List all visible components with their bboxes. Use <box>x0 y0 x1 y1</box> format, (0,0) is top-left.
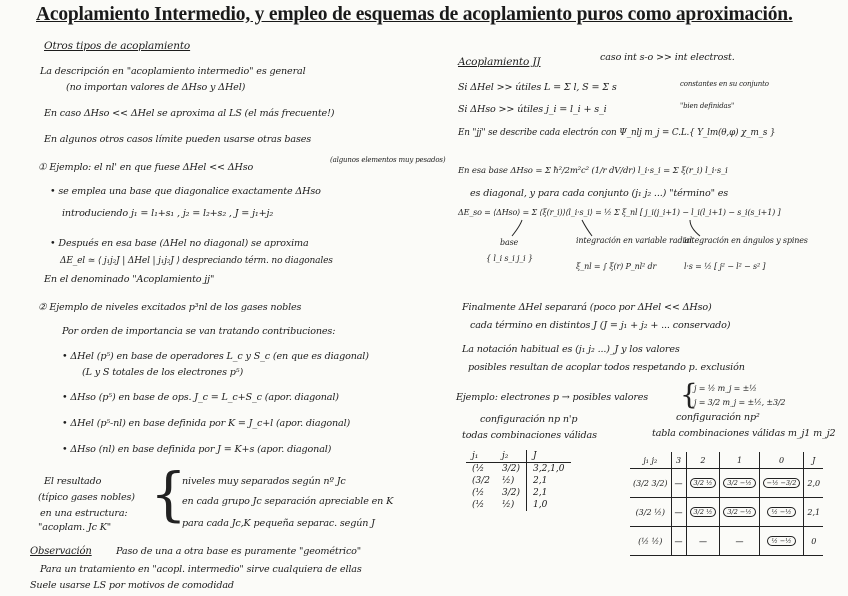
grid-header-cell: J <box>804 452 823 469</box>
grid-cell-value: 3/2 ½ <box>690 507 717 517</box>
table-cell: 2,1 <box>533 476 548 486</box>
right-l3: En "jj" se describe cada electrón con Ψ_nlj m_j = C.L.{ Y_lm(θ,φ) χ_m_s } <box>458 128 776 138</box>
example-brace: { <box>680 378 698 411</box>
table-cell: (½ <box>472 488 485 498</box>
grid-cell: — <box>720 527 759 556</box>
result-c: en una estructura: <box>40 508 128 519</box>
jj-header-J: J <box>527 450 571 463</box>
grid-cell: — <box>671 527 686 556</box>
right-f4: posibles resultan de acoplar todos respetando p. exclusión <box>468 362 745 373</box>
ex2-line-a: ② Ejemplo de niveles excitados p³nl de los gases nobles <box>38 302 302 313</box>
left-heading: Otros tipos de acoplamiento <box>44 40 191 52</box>
right-f3: La notación habitual es (j₁ j₂ ...)_J y los valores <box>462 344 680 355</box>
right-f2: cada término en distintos J (J = j₁ + j₂ + ... conservado) <box>470 320 731 331</box>
example-j2: j = 3/2 m_j = ±½, ±3/2 <box>694 398 786 407</box>
right-l1-note: constantes en su conjunto <box>680 80 769 88</box>
ex2-line-e: • ΔHel (p⁵-nl) en base definida por K = J_c+l (apor. diagonal) <box>62 418 351 429</box>
grid-header-cell: j₁ j₂ <box>630 452 671 469</box>
right-l2: Si ΔHso >> útiles j_i = l_i + s_i <box>458 104 607 115</box>
ex1-line-d: • Después en esa base (ΔHel no diagonal) se aproxima <box>50 238 309 249</box>
grid-cell-value: 3/2 −½ <box>723 507 755 517</box>
ex2-line-c: • ΔHel (p⁵) en base de operadores L_c y S_c (en que es diagonal) <box>62 351 369 362</box>
grid-cell: (3/2 ½) <box>630 498 671 527</box>
config-1b: todas combinaciones válidas <box>462 430 597 441</box>
int-radial-formula: ξ_nl = ∫ ξ(r) P_nl² dr <box>576 262 657 271</box>
table-cell: ½) <box>496 475 527 487</box>
int-angular-formula: l·s = ½ [ j² − l² − s² ] <box>684 262 766 271</box>
result-brace: { <box>150 460 187 528</box>
int-angular: integración en ángulos y spines <box>684 236 808 245</box>
grid-cell-value: 3/2 ½ <box>690 478 717 488</box>
table-cell: 2,1 <box>533 488 548 498</box>
example-line: Ejemplo: electrones p → posibles valores <box>456 392 649 403</box>
observation-c: Suele usarse LS por motivos de comodidad <box>30 580 234 591</box>
arrow-base <box>512 220 522 236</box>
right-l2-note: "bien definidas" <box>680 102 735 110</box>
result-3: para cada Jc,K pequeña separac. según J <box>182 518 375 529</box>
table-cell: 1,0 <box>533 500 548 510</box>
right-l4: En esa base ΔHso = Σ ħ²/2m²c² (1/r dV/dr) l_i·s_i = Σ ξ(r_i) l_i·s_i <box>458 166 728 176</box>
grid-cell: (½ ½) <box>630 527 671 556</box>
right-heading: Acoplamiento JJ <box>458 56 541 68</box>
table-cell: (½ <box>472 464 485 474</box>
table-cell: ½) <box>496 499 527 511</box>
right-l5: es diagonal, y para cada conjunto (j₁ j₂ ...) "término" es <box>470 188 729 199</box>
grid-cell-value: 3/2 −½ <box>723 478 755 488</box>
left-p2: En caso ΔHso << ΔHel se aproxima al LS (el más frecuente!) <box>44 108 335 119</box>
example-j1: j = ½ m_j = ±½ <box>694 384 757 393</box>
ex2-line-b: Por orden de importancia se van tratando contribuciones: <box>62 326 336 337</box>
right-f1: Finalmente ΔHel separará (poco por ΔHel << ΔHso) <box>462 302 712 313</box>
grid-cell: — <box>671 498 686 527</box>
table-cell: 3/2) <box>496 487 527 499</box>
grid-cell-value: ½ −½ <box>767 507 795 517</box>
table-cell: 3/2) <box>496 463 527 476</box>
result-d: "acoplam. Jc K" <box>38 522 112 533</box>
ex2-line-c2: (L y S totales de los electrones p⁵) <box>82 367 244 378</box>
observation-a: Paso de una a otra base es puramente "geométrico" <box>116 546 362 557</box>
table-cell: 3,2,1,0 <box>533 464 565 474</box>
grid-cell-value: −½ −3/2 <box>763 478 801 488</box>
base-set: { l_i s_i j_i } <box>486 254 533 263</box>
arrow-radial <box>582 220 592 236</box>
result-a: El resultado <box>44 476 102 487</box>
observation-heading: Observación <box>30 546 92 557</box>
int-radial: integración en variable radial <box>576 236 692 245</box>
grid-header-cell: 1 <box>720 452 759 469</box>
table-cell: (½ <box>472 500 485 510</box>
grid-cell: (3/2 3/2) <box>630 469 671 498</box>
left-p1b: (no importan valores de ΔHso y ΔHel) <box>66 82 246 93</box>
result-b: (típico gases nobles) <box>38 492 135 503</box>
grid-cell: 2,1 <box>804 498 823 527</box>
left-p3: En algunos otros casos límite pueden usarse otras bases <box>44 134 312 145</box>
observation-b: Para un tratamiento en "acopl. intermedio" sirve cualquiera de ellas <box>40 564 362 575</box>
ex1-line-f: En el denominado "Acoplamiento jj" <box>44 274 215 285</box>
jj-header-j2: j₂ <box>496 450 527 463</box>
left-p1: La descripción en "acoplamiento intermedio" es general <box>40 66 306 77</box>
right-l6: ΔE_so = ⟨ΔHso⟩ = Σ ⟨ξ(r_i)⟩⟨l_i·s_i⟩ = ½ Σ ξ_nl [ j_i(j_i+1) − l_i(l_i+1) − s_i(s_i+1) ] <box>458 208 781 217</box>
ex2-line-f: • ΔHso (nl) en base definida por J = K+s (apor. diagonal) <box>62 444 332 455</box>
result-1: niveles muy separados según nº Jc <box>182 476 346 487</box>
grid-header-cell: 2 <box>686 452 720 469</box>
config-2: configuración np² <box>676 412 760 423</box>
ex1-line-e: ΔE_el ≃ ⟨ j₁j₂J | ΔHel | j₁j₂J ⟩ despreciando térm. no diagonales <box>60 256 333 266</box>
ex1-line-c: introduciendo j₁ = l₁+s₁ , j₂ = l₂+s₂ , J = j₁+j₂ <box>62 208 274 219</box>
jj-header-j1: j₁ <box>466 450 496 463</box>
grid-cell: — <box>686 527 720 556</box>
grid-cell: — <box>671 469 686 498</box>
grid-cell: 0 <box>804 527 823 556</box>
ex1-note: (algunos elementos muy pesados) <box>330 156 446 164</box>
arrow-angular <box>690 220 700 236</box>
ex1-line-b: • se emplea una base que diagonalice exactamente ΔHso <box>50 186 321 197</box>
grid-cell: 2,0 <box>804 469 823 498</box>
ex1-line-a: ① Ejemplo: el nl' en que fuese ΔHel << ΔHso <box>38 162 254 173</box>
grid-header-cell: 0 <box>759 452 804 469</box>
grid-cell-value: ½ −½ <box>767 536 795 546</box>
page-title: Acoplamiento Intermedio, y empleo de esquemas de acoplamiento puros como aproximación. <box>36 4 793 25</box>
right-heading-note: caso int s-o >> int electrost. <box>600 52 735 63</box>
grid-header-cell: 3 <box>671 452 686 469</box>
right-l1: Si ΔHel >> útiles L = Σ l, S = Σ s <box>458 82 617 93</box>
result-2: en cada grupo Jc separación apreciable en K <box>182 496 394 507</box>
ex2-line-d: • ΔHso (p⁵) en base de ops. J_c = L_c+S_c (apor. diagonal) <box>62 392 339 403</box>
base-label: base <box>500 238 519 247</box>
config-2b: tabla combinaciones válidas m_j1 m_j2 <box>652 428 836 439</box>
table-cell: (3/2 <box>472 476 490 486</box>
config-1: configuración np n'p <box>480 414 578 425</box>
